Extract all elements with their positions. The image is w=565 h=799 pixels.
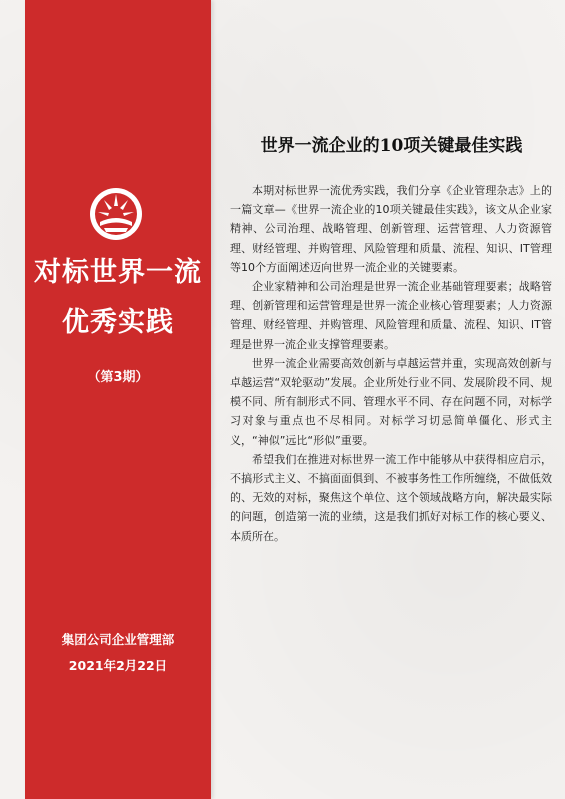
cover-red-band — [25, 0, 211, 799]
article-paragraph: 本期对标世界一流优秀实践，我们分享《企业管理杂志》上的一篇文章—《世界一流企业的10项关键最佳实践》，该文从企业家精神、公司治理、战略管理、创新管理、运营管理、人力资源管理、财经管理、并购管理、风险管理和质量、流程、知识、IT管理等10个方面阐述迈向世界一流企业的关键要素。 — [230, 184, 552, 274]
article-title: 世界一流企业的10项关键最佳实践 — [260, 136, 523, 156]
cover-title-line2: 优秀实践 — [62, 307, 174, 338]
department-name: 集团公司企业管理部 — [61, 632, 175, 647]
issue-number: （第3期） — [87, 370, 149, 385]
publish-date: 2021年2月22日 — [68, 658, 168, 673]
article-paragraph: 世界一流企业需要高效创新与卓越运营并重，实现高效创新与卓越运营“双轮驱动”发展。企业所处行业不同、发展阶段不同、规模不同、所有制形式不同、管理水平不同、存在问题不同，对标学习对象与重点也不尽相同。对标学习切忌简单僵化、形式主义，“神似”远比“形似”重要。 — [230, 356, 552, 447]
cnpc-logo-icon — [88, 186, 144, 242]
article-paragraph: 希望我们在推进对标世界一流工作中能够从中获得相应启示，不搞形式主义、不搞面面俱到、不被事务性工作所缠绕，不做低效的、无效的对标，聚焦这个单位、这个领域战略方向，解决最实际的问题，创造第一流的业绩，这是我们抓好对标工作的核心要义、本质所在。 — [230, 452, 552, 543]
article-paragraph: 企业家精神和公司治理是世界一流企业基础管理要素；战略管理、创新管理和运营管理是世界一流企业核心管理要素；人力资源管理、财经管理、并购管理、风险管理和质量、流程、知识、IT管理是世界一流企业支撑管理要素。 — [230, 280, 552, 351]
article-body — [230, 181, 552, 546]
cover-title-line1: 对标世界一流 — [34, 257, 202, 288]
